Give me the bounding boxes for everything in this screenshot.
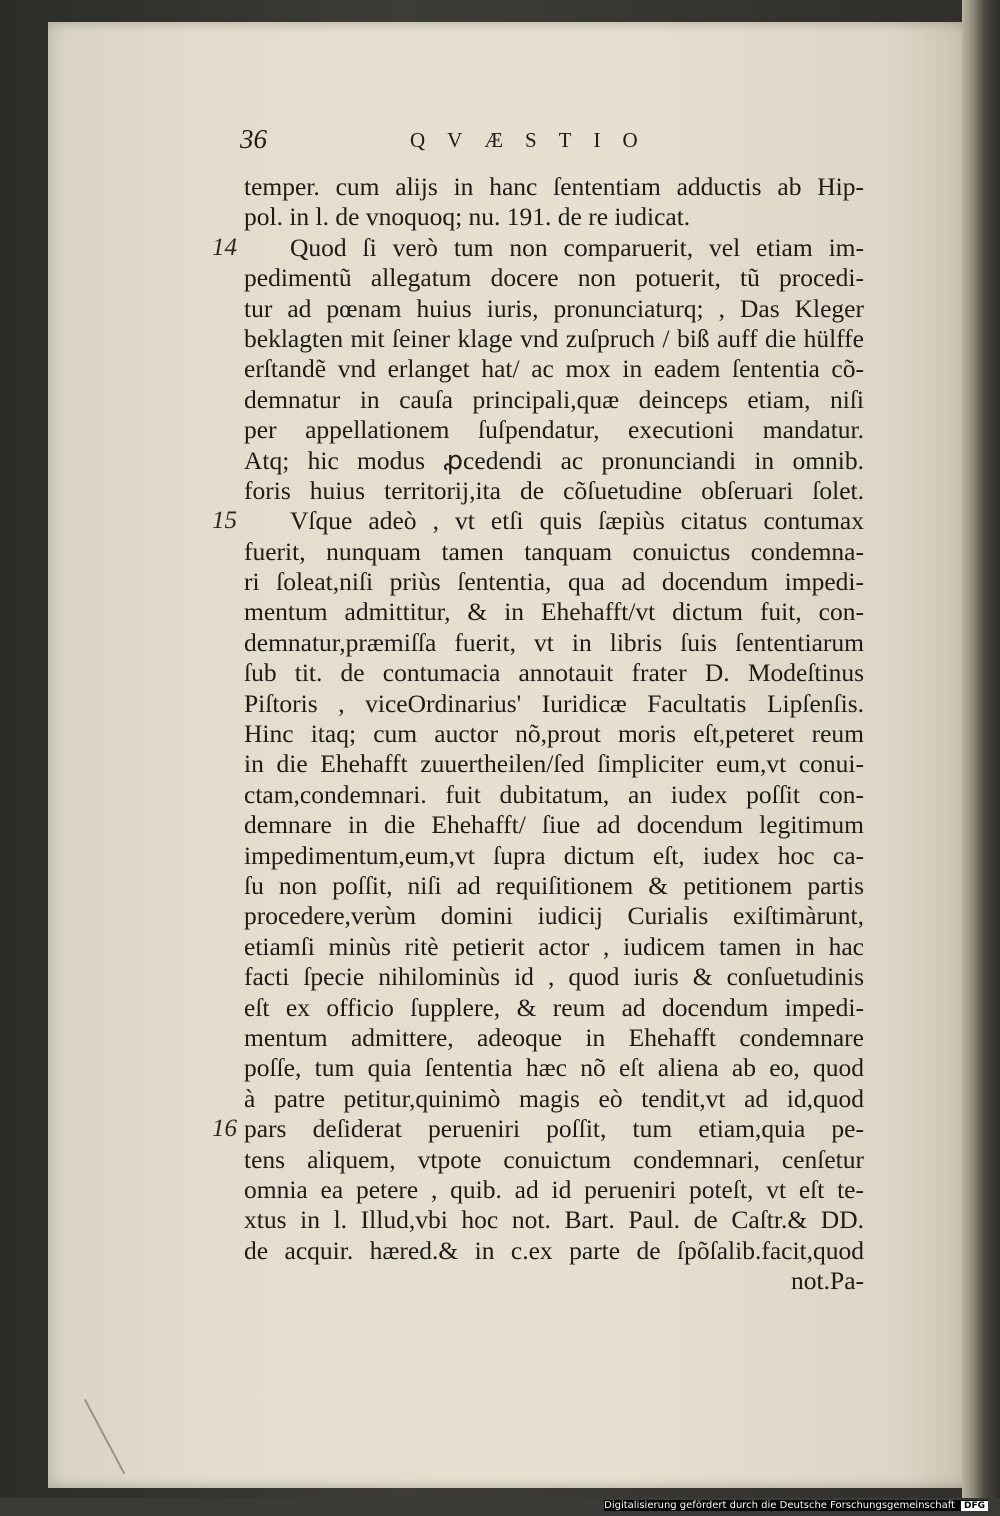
- text-line-content: foris huius territorij,ita de cõſuetudine obſeruari ſolet.: [244, 475, 864, 505]
- text-line: [244, 1053, 864, 1083]
- text-line: [244, 841, 864, 871]
- text-line-content: Piſtoris , viceOrdinarius' Iuridicæ Facultatis Lipſenſis.: [244, 688, 864, 718]
- text-line-content: not.Pa-: [791, 1266, 864, 1296]
- text-line-content: temper. cum alijs in hanc ſententiam adductis ab Hip-: [244, 172, 864, 201]
- digitization-credit: [604, 1500, 988, 1511]
- text-line: [244, 1084, 864, 1114]
- text-line-content: etiamſi minùs ritè petierit actor , iudicem tamen in hac: [244, 931, 864, 961]
- text-line: [244, 202, 864, 232]
- text-line-content: ri ſoleat,niſi priùs ſententia, qua ad docendum impedi-: [244, 567, 864, 597]
- text-line: [212, 232, 864, 263]
- page-number: 36: [240, 124, 267, 154]
- text-line-content: à patre petitur,quinimò magis eò tendit,vt ad id,quod: [244, 1083, 864, 1113]
- text-line: [244, 294, 864, 324]
- text-line: [244, 1236, 864, 1266]
- text-line: [244, 476, 864, 506]
- running-head: [240, 124, 710, 160]
- text-line: [244, 1023, 864, 1053]
- text-line: [244, 871, 864, 901]
- text-line: [244, 354, 864, 384]
- text-line: [244, 537, 864, 567]
- text-line-content: demnatur in cauſa principali,quæ deinceps etiam, niſi: [244, 384, 864, 414]
- text-line: [244, 567, 864, 597]
- text-line-content: facti ſpecie nihilominùs id , quod iuris & conſuetudinis: [244, 962, 864, 992]
- text-line-content: ctam,condemnari. fuit dubitatum, an iudex poſſit con-: [244, 779, 864, 809]
- text-line: [244, 962, 864, 992]
- text-line: [244, 1266, 864, 1296]
- text-line: [244, 780, 864, 810]
- text-line: [244, 993, 864, 1023]
- text-line-content: poſſe, tum quia ſententia hæc nõ eſt aliena ab eo, quod: [244, 1053, 864, 1083]
- text-line: [244, 446, 864, 476]
- page-edge: [962, 0, 1000, 1498]
- text-line: [244, 810, 864, 840]
- text-line-content: de acquir. hæred.& in c.ex parte de ſpõſalib.facit,quod: [244, 1235, 864, 1265]
- credit-text: Digitalisierung gefördert durch die Deutsche Forschungsgemeinschaft: [604, 1500, 955, 1511]
- text-line: [244, 385, 864, 415]
- text-line-content: per appellationem ſuſpendatur, executioni mandatur.: [244, 415, 864, 445]
- text-line-content: xtus in l. Illud,vbi hoc not. Bart. Paul. de Caſtr.& DD.: [244, 1205, 864, 1235]
- text-line-content: eſt ex officio ſupplere, & reum ad docendum impedi-: [244, 992, 864, 1022]
- text-line: [244, 1145, 864, 1175]
- text-line-content: tens aliquem, vtpote conuictum condemnari, cenſetur: [244, 1144, 864, 1174]
- text-line: [244, 719, 864, 749]
- text-line-content: tur ad pœnam huius iuris, pronunciaturq; , Das Kleger: [244, 293, 864, 323]
- text-line: [244, 172, 864, 202]
- dfg-logo: DFG: [961, 1501, 988, 1511]
- text-line-content: Hinc itaq; cum auctor nõ,prout moris eſt,peteret reum: [244, 719, 864, 749]
- text-line: [244, 324, 864, 354]
- text-line-content: pedimentũ allegatum docere non potuerit, tũ procedi-: [244, 263, 864, 293]
- text-line-content: mentum admittitur, & in Ehehafft/vt dictum fuit, con-: [244, 597, 864, 627]
- text-line-content: in die Ehehafft zuuertheilen/ſed ſimpliciter eum,vt conui-: [244, 749, 864, 779]
- running-title: QVÆSTIO: [410, 128, 660, 152]
- text-line-content: ſu non poſſit, niſi ad requiſitionem & petitionem partis: [244, 870, 864, 900]
- text-line: [212, 1114, 864, 1144]
- text-line: [244, 901, 864, 931]
- text-line-content: ſub tit. de contumacia annotauit frater D. Modeſtinus: [244, 658, 864, 688]
- text-line-content: fuerit, nunquam tamen tanquam conuictus condemna-: [244, 536, 864, 566]
- text-line: [244, 1205, 864, 1235]
- body-text: [212, 172, 864, 1296]
- text-line: [244, 1175, 864, 1205]
- text-line-content: demnatur,præmiſſa fuerit, vt in libris ſuis ſententiarum: [244, 627, 864, 657]
- text-line-content: beklagten mit ſeiner klage vnd zuſpruch / biß auff die hülffe: [244, 323, 864, 353]
- text-line-content: demnare in die Ehehafft/ ſiue ad docendum legitimum: [244, 810, 864, 840]
- text-line-content: pol. in l. de vnoquoq; nu. 191. de re iudicat.: [244, 202, 691, 232]
- text-line: [244, 628, 864, 658]
- text-line: [244, 932, 864, 962]
- margin-number: 16: [212, 1115, 237, 1143]
- text-line: [244, 749, 864, 779]
- text-line: [244, 658, 864, 688]
- text-line: [244, 263, 864, 293]
- margin-number: 14: [212, 233, 237, 261]
- text-line-content: pars deſiderat perueniri poſſit, tum etiam,quia pe-: [244, 1114, 864, 1144]
- text-line-content: mentum admittere, adeoque in Ehehafft condemnare: [244, 1022, 864, 1052]
- text-line: [212, 506, 864, 536]
- text-line-content: omnia ea petere , quib. ad id perueniri poteſt, vt eſt te-: [244, 1174, 864, 1204]
- text-line: [244, 415, 864, 445]
- text-line-content: Vſque adeò , vt etſi quis ſæpiùs citatus contumax: [290, 506, 864, 536]
- text-line-content: impedimentum,eum,vt ſupra dictum eſt, iudex hoc ca-: [244, 840, 864, 870]
- text-line-content: Quod ſi verò tum non comparuerit, vel etiam im-: [290, 232, 864, 262]
- text-line-content: Atq; hic modus ꝓcedendi ac pronunciandi in omnib.: [244, 445, 864, 475]
- text-line-content: erſtandẽ vnd erlanget hat/ ac mox in eadem ſententia cõ-: [244, 354, 864, 384]
- text-line: [244, 689, 864, 719]
- text-line-content: procedere,verùm domini iudicij Curialis exiſtimàrunt,: [244, 901, 864, 931]
- text-line: [244, 597, 864, 627]
- margin-number: 15: [212, 507, 237, 535]
